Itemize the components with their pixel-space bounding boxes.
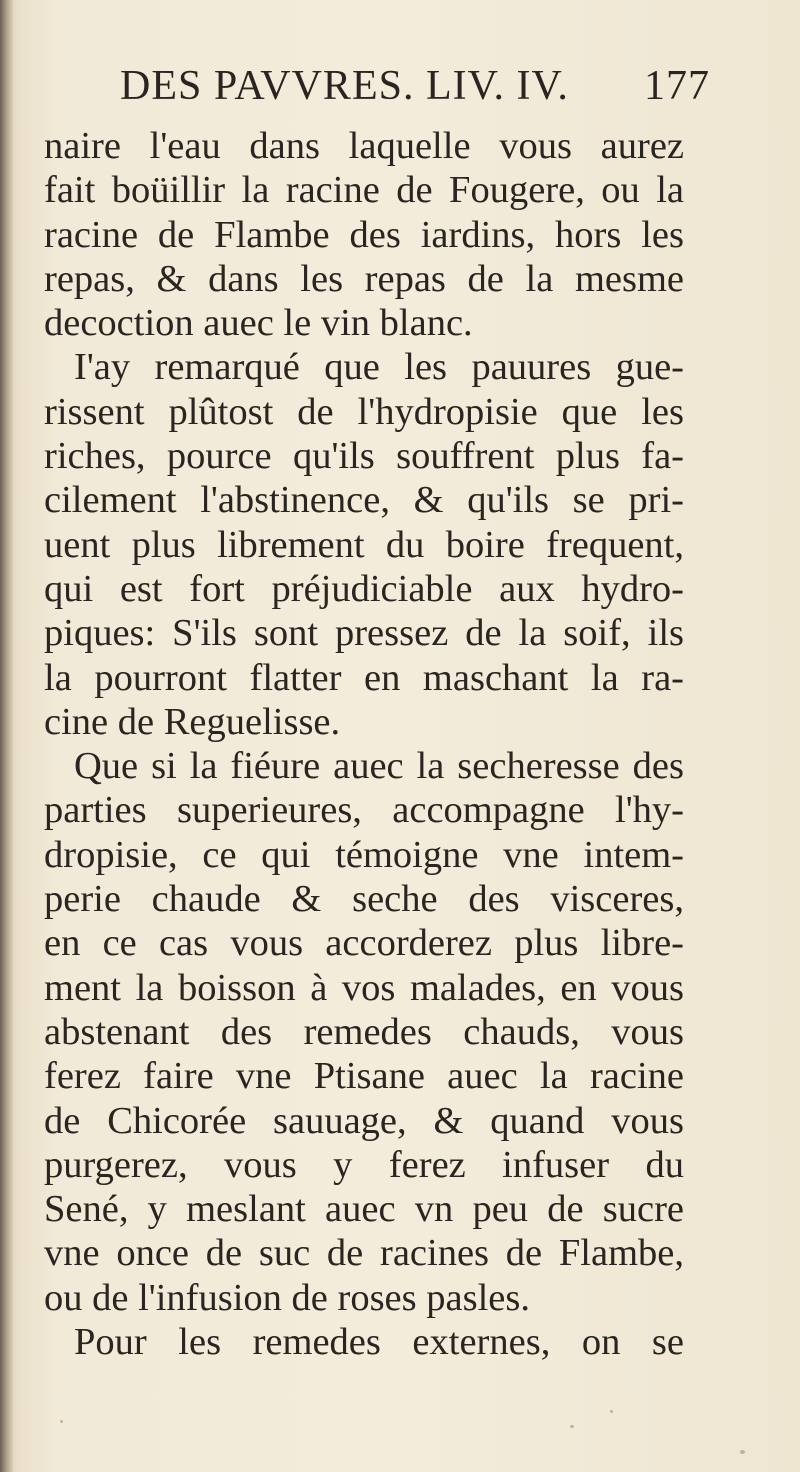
page-gutter-shadow xyxy=(0,0,14,1472)
text-line: abstenant des remedes chauds, vous xyxy=(44,1010,684,1053)
paper-speck xyxy=(610,1410,613,1413)
text-line: racine de Flambe des iardins, hors les xyxy=(44,213,684,256)
page-number: 177 xyxy=(644,63,710,109)
text-line: cilement l'abstinence, & qu'ils se pri- xyxy=(44,479,684,522)
text-line: riches, pource qu'ils souffrent plus fa- xyxy=(44,435,684,478)
text-line: naire l'eau dans laquelle vous aurez xyxy=(44,125,684,167)
running-title: DES PAVVRES. LIV. IV. xyxy=(120,63,569,109)
text-line: purgerez, vous y ferez infuser du xyxy=(44,1143,684,1186)
text-line: fait boüillir la racine de Fougere, ou la xyxy=(44,169,684,212)
text-line: perie chaude & seche des visceres, xyxy=(44,878,684,921)
page-header xyxy=(120,62,720,118)
text-line: Que si la fiéure auec la secheresse des xyxy=(74,745,684,788)
text-line: en ce cas vous accorderez plus libre- xyxy=(44,922,684,965)
text-line: la pourront flatter en maschant la ra- xyxy=(44,656,684,699)
paper-speck xyxy=(740,1450,745,1454)
text-line: ment la boisson à vos malades, en vous xyxy=(44,966,684,1009)
text-line: rissent plûtost de l'hydropisie que les xyxy=(44,390,684,433)
text-line: dropisie, ce qui témoigne vne intem- xyxy=(44,833,684,876)
text-line: cine de Reguelisse. xyxy=(44,700,341,743)
text-line: parties superieures, accompagne l'hy- xyxy=(44,789,684,832)
text-line: de Chicorée sauuage, & quand vous xyxy=(44,1099,684,1142)
text-line: Sené, y meslant auec vn peu de sucre xyxy=(44,1188,684,1231)
text-line: piques: S'ils sont pressez de la soif, ils xyxy=(44,612,684,655)
text-line: ferez faire vne Ptisane auec la racine xyxy=(44,1055,684,1098)
text-line: I'ay remarqué que les pauures gue- xyxy=(74,346,684,389)
paper-speck xyxy=(60,1420,63,1423)
text-line: Pour les remedes externes, on se xyxy=(74,1321,684,1364)
text-line: uent plus librement du boire frequent, xyxy=(44,523,684,566)
body-text xyxy=(44,124,684,1364)
text-line: repas, & dans les repas de la mesme xyxy=(44,257,684,300)
text-line: ou de l'infusion de roses pasles. xyxy=(44,1276,530,1319)
text-line: qui est fort préjudiciable aux hydro- xyxy=(44,567,684,610)
text-line: vne once de suc de racines de Flambe, xyxy=(44,1232,684,1275)
paper-speck xyxy=(570,1425,574,1428)
text-line: decoction auec le vin blanc. xyxy=(44,302,473,345)
